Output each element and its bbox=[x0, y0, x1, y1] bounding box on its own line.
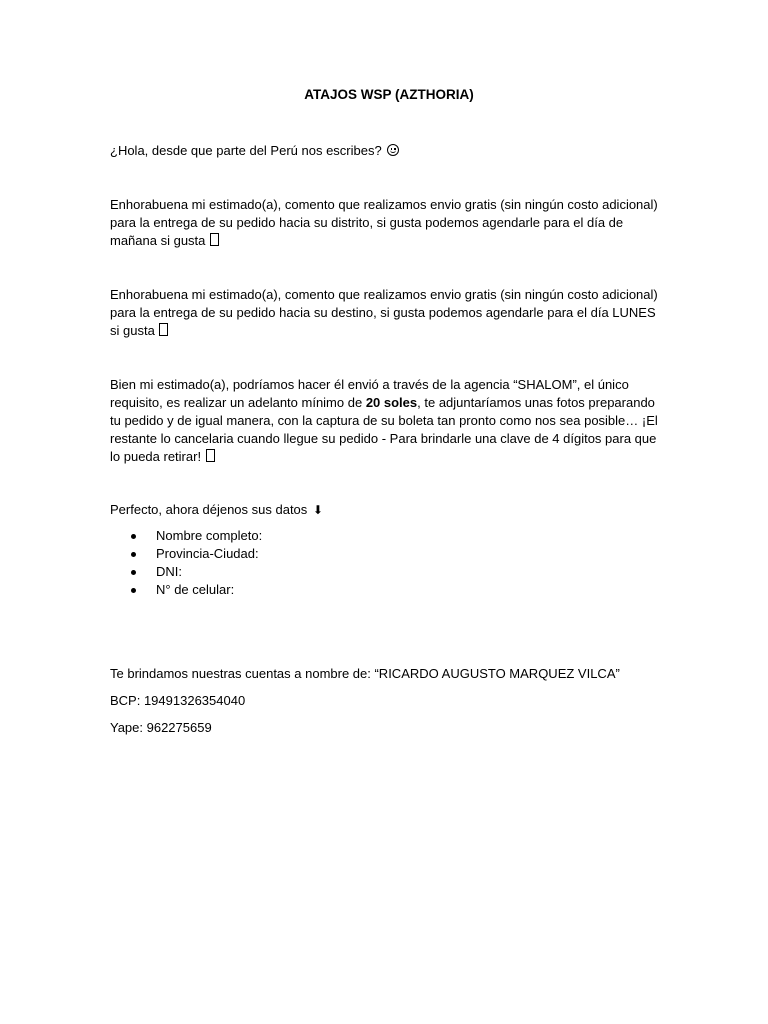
bcp-account: BCP: 19491326354040 bbox=[110, 693, 246, 708]
list-item bbox=[110, 563, 662, 581]
message-shalom-amount: 20 soles bbox=[365, 395, 418, 410]
message-destino-paragraph bbox=[110, 286, 662, 340]
missing-glyph-icon bbox=[159, 323, 168, 336]
document-body bbox=[110, 86, 662, 737]
down-arrow-icon: ⬇ bbox=[312, 503, 323, 517]
message-destino-text: Enhorabuena mi estimado(a), comento que realizamos envio gratis (sin ningún costo adicional) para la entrega de su pedido hacia su destino, si gusta podemos agendarle para el día LUNES si gusta bbox=[110, 287, 658, 338]
list-item bbox=[110, 581, 662, 599]
datos-intro-text: Perfecto, ahora déjenos sus datos bbox=[110, 502, 308, 517]
message-distrito-paragraph bbox=[110, 196, 662, 250]
field-label: Nombre completo: bbox=[156, 528, 263, 543]
document-title: ATAJOS WSP (AZTHORIA) bbox=[304, 87, 474, 102]
bullet-icon bbox=[131, 552, 136, 557]
field-label: DNI: bbox=[156, 564, 182, 579]
missing-glyph-icon bbox=[206, 449, 215, 462]
greeting-text: ¿Hola, desde que parte del Perú nos escribes? bbox=[110, 143, 382, 158]
missing-glyph-icon bbox=[210, 233, 219, 246]
field-label: N° de celular: bbox=[156, 582, 235, 597]
cuentas-intro: Te brindamos nuestras cuentas a nombre de: “RICARDO AUGUSTO MARQUEZ VILCA” bbox=[110, 666, 620, 681]
bullet-icon bbox=[131, 570, 136, 575]
smiling-face-icon bbox=[387, 144, 399, 156]
list-item bbox=[110, 527, 662, 545]
message-distrito-text: Enhorabuena mi estimado(a), comento que realizamos envio gratis (sin ningún costo adicional) para la entrega de su pedido hacia su distrito, si gusta podemos agendarle para el día de mañana si gusta bbox=[110, 197, 658, 248]
list-item bbox=[110, 545, 662, 563]
bullet-icon bbox=[131, 534, 136, 539]
bullet-icon bbox=[131, 588, 136, 593]
message-shalom-text-part2: , te adjuntaríamos unas fotos preparando tu pedido y de igual manera, con la captura de su boleta tan pronto como nos sea posible… ¡El restante lo cancelaria cuando llegue su pedido - Para brindarle una clave de 4 dígitos para que lo pueda retirar! bbox=[110, 395, 658, 464]
yape-account: Yape: 962275659 bbox=[110, 720, 212, 735]
message-shalom-text-part1: Bien mi estimado(a), podríamos hacer él envió a través de la agencia “SHALOM”, el único requisito, es realizar un adelanto mínimo de bbox=[110, 377, 629, 410]
greeting-paragraph bbox=[110, 142, 662, 160]
datos-intro bbox=[110, 501, 662, 519]
datos-field-list bbox=[110, 527, 662, 599]
field-label: Provincia-Ciudad: bbox=[156, 546, 259, 561]
message-shalom-paragraph bbox=[110, 376, 662, 466]
